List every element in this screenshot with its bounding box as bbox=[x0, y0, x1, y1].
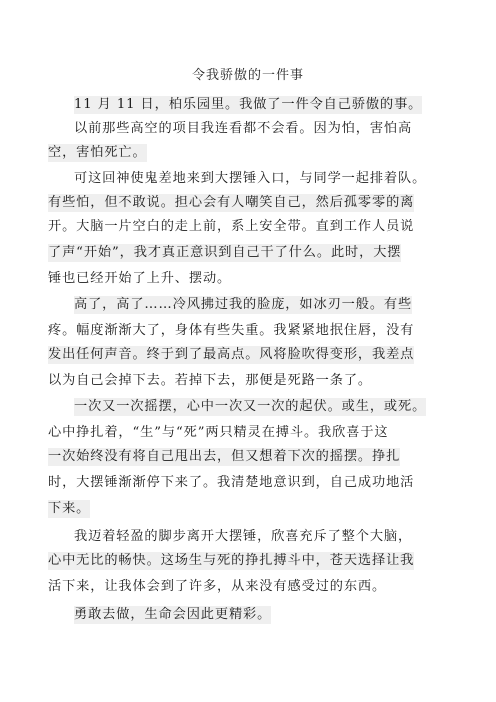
text-line: 以前那些高空的项目我连看都不会看。因为怕，害怕高 bbox=[74, 121, 413, 136]
text-line: 高了，高了……冷风拂过我的脸庞，如冰刃一般。有些 bbox=[74, 297, 413, 312]
text-line: 有些怕，但不敢说。担心会有人嘲笑自己，然后孤零零的离 bbox=[48, 195, 415, 210]
text-line: 活下来，让我体会到了许多，从来没有感受过的东西。 bbox=[48, 579, 387, 594]
document-title: 令我骄傲的一件事 bbox=[191, 68, 304, 83]
text-line: 发出任何声音。终于到了最高点。风将脸吹得变形，我差点 bbox=[48, 347, 415, 362]
text-line: 开。大脑一片空白的走上前，系上安全带。直到工作人员说 bbox=[48, 219, 415, 234]
text-line: 以为自己会掉下去。若掉下去，那便是死路一条了。 bbox=[48, 373, 373, 388]
text-line: 一次又一次摇摆，心中一次又一次的起伏。或生，或死。 bbox=[74, 399, 427, 414]
text-line: 11 月 11 日，柏乐园里。我做了一件令自己骄傲的事。 bbox=[74, 97, 423, 112]
text-line: 时，大摆锤渐渐停下来了。我清楚地意识到，自己成功地活 bbox=[48, 475, 415, 490]
text-line: 勇敢去做，生命会因此更精彩。 bbox=[74, 607, 272, 622]
text-line: 一次始终没有将自己甩出去，但又想着下次的摇摆。挣扎 bbox=[48, 449, 401, 464]
text-line: 空，害怕死亡。 bbox=[48, 145, 147, 160]
text-line: 我迈着轻盈的脚步离开大摆锤，欣喜充斥了整个大脑， bbox=[74, 529, 413, 544]
text-line: 疼。幅度渐渐大了，身体有些失重。我紧紧地抿住唇，没有 bbox=[48, 323, 415, 338]
text-line: 心中无比的畅快。这场生与死的挣扎搏斗中，苍天选择让我 bbox=[48, 553, 415, 568]
text-line: 锤也已经开始了上升、摆动。 bbox=[48, 271, 232, 286]
text-line: 了声“开始”，我才真正意识到自己干了什么。此时，大摆 bbox=[48, 245, 402, 260]
text-line: 心中挣扎着，“生”与“死”两只精灵在搏斗。我欣喜于这 bbox=[48, 425, 389, 440]
text-line: 可这回神使鬼差地来到大摆锤入口，与同学一起排着队。 bbox=[74, 171, 427, 186]
text-line: 下来。 bbox=[48, 501, 91, 516]
